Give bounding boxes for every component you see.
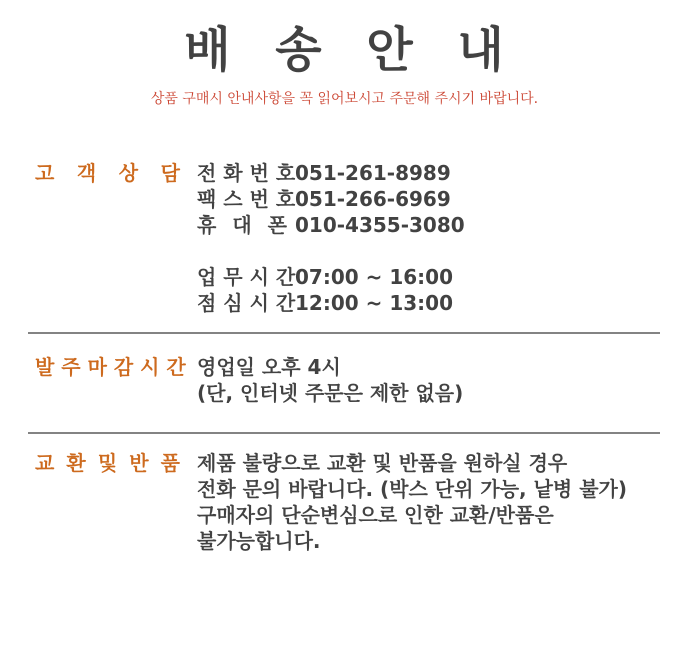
row-spacer — [197, 238, 465, 264]
fax-number-value: 051-266-6969 — [295, 187, 451, 211]
mobile-number-row — [197, 212, 465, 238]
page-title: 배 송 안 내 — [184, 22, 505, 78]
mobile-number-value: 010-4355-3080 — [295, 213, 465, 237]
section-label-order-deadline: 발 주 마 감 시 간 — [35, 355, 186, 379]
order-deadline-line: (단, 인터넷 주문은 제한 없음) — [197, 381, 464, 405]
section-customer-service — [0, 160, 689, 316]
phone-number-label: 전 화 번 호 — [197, 161, 296, 185]
business-hours-label: 업 무 시 간 — [197, 265, 296, 289]
business-hours-value: 07:00 ~ 16:00 — [295, 265, 454, 289]
section-label-exchange-return: 교 환 및 반 품 — [35, 451, 180, 475]
exchange-return-line: 제품 불량으로 교환 및 반품을 원하실 경우 — [197, 451, 568, 475]
section-label-customer-service: 고 객 상 담 — [35, 161, 180, 185]
fax-number-label: 팩 스 번 호 — [197, 187, 296, 211]
lunch-hours-row — [197, 290, 465, 316]
exchange-return-line: 구매자의 단순변심으로 인한 교환/반품은 — [197, 503, 554, 527]
exchange-return-content — [197, 450, 627, 554]
exchange-return-line: 전화 문의 바랍니다. (박스 단위 가능, 낱병 불가) — [197, 477, 627, 501]
business-hours-row — [197, 264, 465, 290]
section-order-deadline — [0, 354, 689, 406]
lunch-hours-value: 12:00 ~ 13:00 — [295, 291, 454, 315]
customer-service-content — [197, 160, 465, 316]
delivery-info-page — [0, 22, 689, 660]
lunch-hours-label: 점 심 시 간 — [197, 291, 296, 315]
order-deadline-line: 영업일 오후 4시 — [197, 355, 341, 379]
mobile-number-label: 휴 대 폰 — [197, 213, 287, 237]
fax-number-row — [197, 186, 465, 212]
section-exchange-return — [0, 450, 689, 554]
exchange-return-line: 불가능합니다. — [197, 529, 321, 553]
page-subtitle: 상품 구매시 안내사항을 꼭 읽어보시고 주문해 주시기 바랍니다. — [150, 91, 539, 107]
phone-number-value: 051-261-8989 — [295, 161, 451, 185]
section-divider — [28, 332, 660, 334]
section-divider — [28, 432, 660, 434]
phone-number-row — [197, 160, 465, 186]
order-deadline-content — [197, 354, 463, 406]
